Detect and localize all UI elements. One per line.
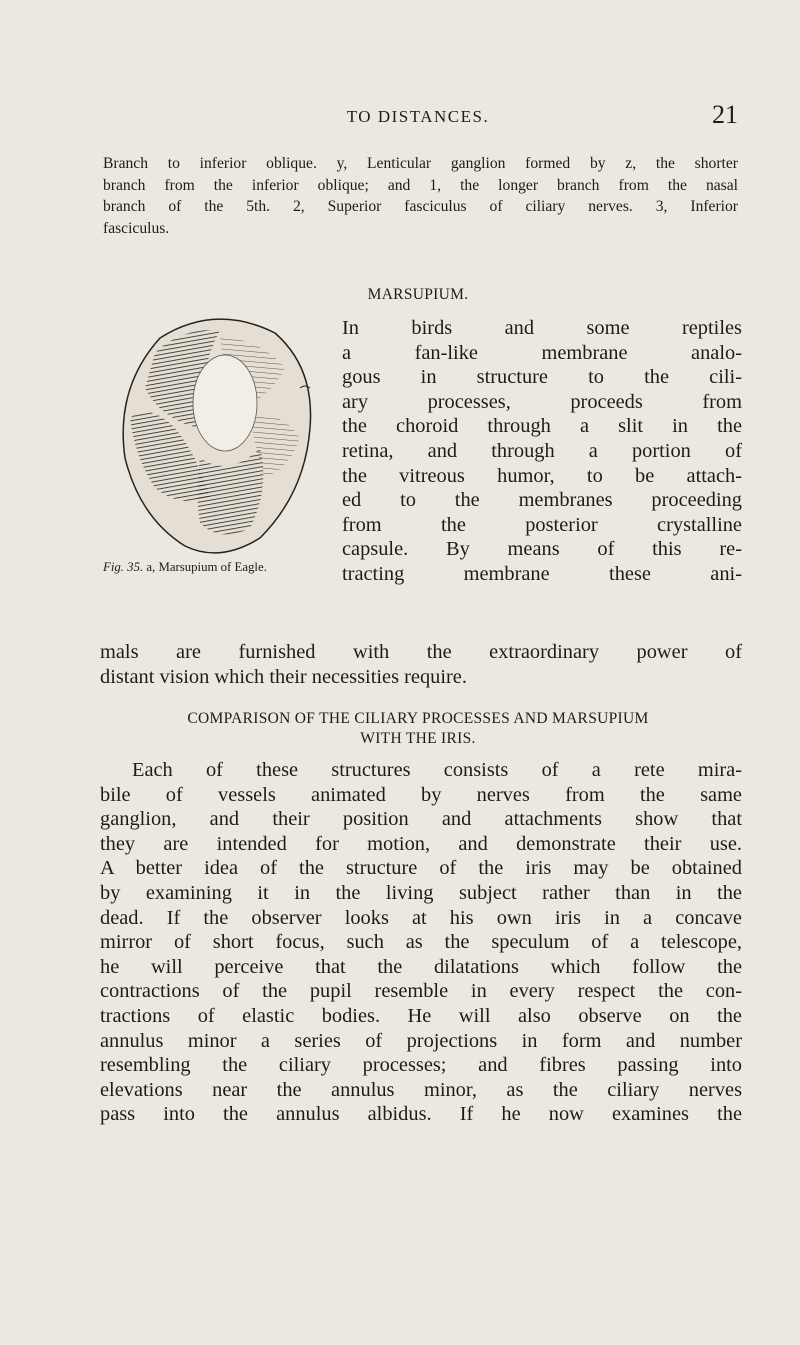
text-line: contractions of the pupil resemble in every respect the con-: [100, 980, 742, 1003]
text-line: tractions of elastic bodies. He will also observe on the: [100, 1004, 742, 1027]
figure-caption-text: a, Marsupium of Eagle.: [146, 560, 267, 574]
figure-legend-continuation: [103, 153, 738, 239]
text-line: they are intended for motion, and demonstrate their use.: [100, 832, 742, 855]
text-line: distant vision which their necessities require.: [100, 665, 467, 688]
running-head: [98, 100, 738, 134]
marsupium-full-text: [100, 640, 742, 689]
text-line: retina, and through a portion of: [342, 439, 742, 462]
text-line: capsule. By means of this re-: [342, 538, 742, 561]
text-line: he will perceive that the dilatations which follow the: [100, 955, 742, 978]
marsupium-narrow-text: [342, 316, 742, 587]
comparison-body-text: [100, 758, 742, 1127]
page-number: 21: [712, 100, 738, 129]
text-line: ed to the membranes proceeding: [342, 489, 742, 512]
text-line: by examining it in the living subject rather than in the: [100, 881, 742, 904]
text-line: tracting membrane these ani-: [342, 562, 742, 585]
text-line: dead. If the observer looks at his own iris in a concave: [100, 906, 742, 929]
legend-line: branch from the inferior oblique; and 1, the longer branch from the nasal: [103, 176, 738, 194]
text-line: A better idea of the structure of the iris may be obtained: [100, 857, 742, 880]
text-line: resembling the ciliary processes; and fibres passing into: [100, 1054, 742, 1077]
legend-line: fasciculus.: [103, 219, 170, 237]
text-line: pass into the annulus albidus. If he now examines the: [100, 1103, 742, 1126]
text-line: mirror of short focus, such as the speculum of a telescope,: [100, 931, 742, 954]
text-line: the choroid through a slit in the: [342, 415, 742, 438]
section-heading-marsupium: MARSUPIUM.: [367, 286, 469, 303]
marsupium-illustration: [100, 308, 330, 558]
text-line: a fan-like membrane analo-: [342, 341, 742, 364]
text-line: gous in structure to the cili-: [342, 366, 742, 389]
text-line: the vitreous humor, to be attach-: [342, 464, 742, 487]
text-line: from the posterior crystalline: [342, 513, 742, 536]
text-line: In birds and some reptiles: [342, 317, 742, 339]
figure-caption: [103, 560, 267, 575]
marsupium-figure: [100, 308, 330, 558]
text-line: annulus minor a series of projections in form and number: [100, 1029, 742, 1052]
text-line: ary processes, proceeds from: [342, 390, 742, 413]
text-line: bile of vessels animated by nerves from the same: [100, 783, 742, 806]
legend-line: Branch to inferior oblique. y, Lenticular ganglion formed by z, the shorter: [103, 155, 738, 172]
section-heading-comparison-line1: COMPARISON OF THE CILIARY PROCESSES AND MARSUPIUM: [187, 710, 649, 727]
section-heading-comparison-line2: WITH THE IRIS.: [360, 730, 476, 747]
legend-line: branch of the 5th. 2, Superior fasciculus of ciliary nerves. 3, Inferior: [103, 198, 738, 215]
text-line: ganglion, and their position and attachments show that: [100, 808, 742, 831]
running-title: TO DISTANCES.: [346, 107, 490, 126]
text-line: mals are furnished with the extraordinary power of: [100, 641, 742, 663]
text-line: Each of these structures consists of a rete mira-: [132, 759, 742, 781]
figure-label: Fig. 35.: [103, 560, 144, 574]
text-line: elevations near the annulus minor, as the ciliary nerves: [100, 1078, 742, 1101]
